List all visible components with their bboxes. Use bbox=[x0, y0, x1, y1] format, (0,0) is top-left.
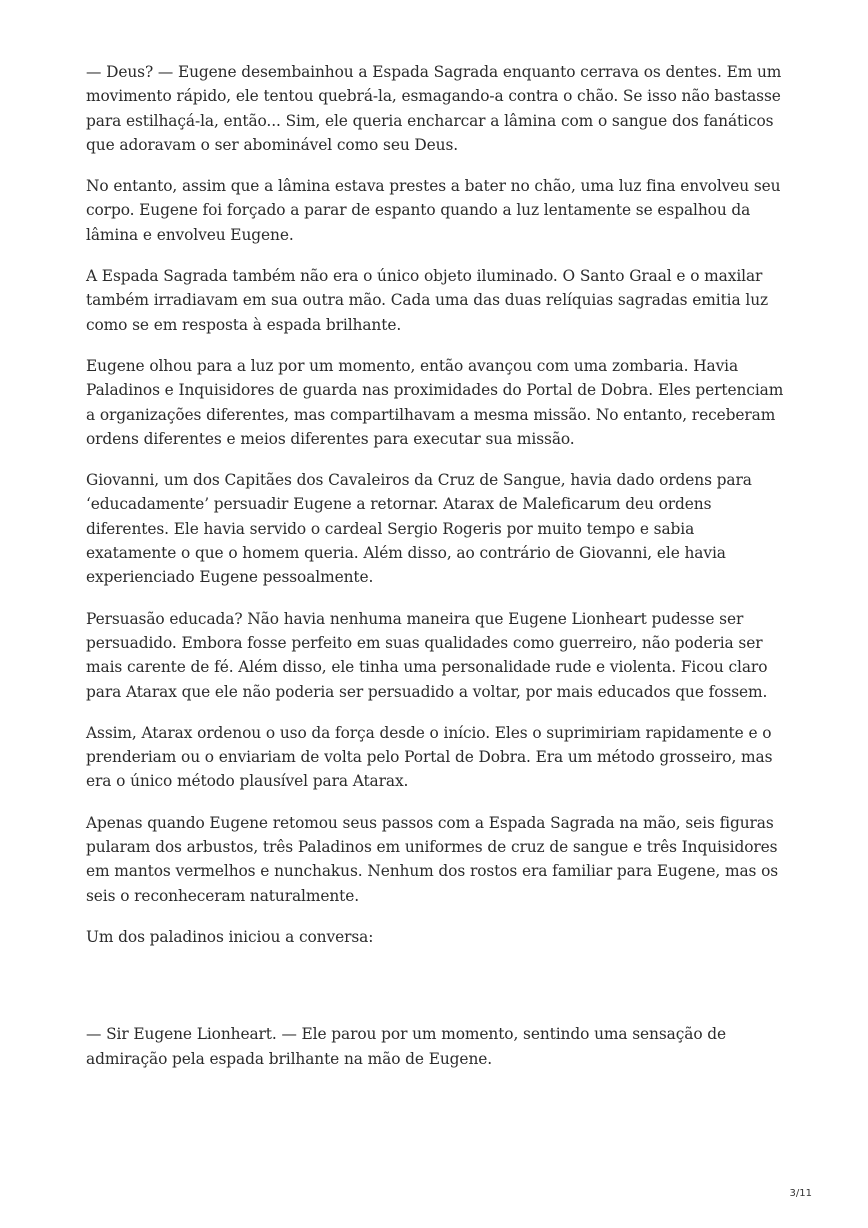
paragraph-6: Persuasão educada? Não havia nenhuma maneira que Eugene Lionheart pudesse ser persuadido. Embora fosse perfeito em suas qualidades como guerreiro, não poderia ser mais carente de fé. Além disso, ele tinha uma personalidade rude e violenta. Ficou claro para Atarax que ele não poderia ser persuadido a voltar, por mais educados que fossem. bbox=[86, 609, 768, 701]
paragraph-4: Eugene olhou para a luz por um momento, então avançou com uma zombaria. Havia Paladinos e Inquisidores de guarda nas proximidades do Portal de Dobra. Eles pertenciam a organizações diferentes, mas compartilhavam a mesma missão. No entanto, receberam ordens diferentes e meios diferentes para executar sua missão. bbox=[86, 356, 784, 448]
paragraph-3: A Espada Sagrada também não era o único objeto iluminado. O Santo Graal e o maxilar também irradiavam em sua outra mão. Cada uma das duas relíquias sagradas emitia luz como se em resposta à espada brilhante. bbox=[86, 267, 769, 334]
dialogue-paragraph: — Sir Eugene Lionheart. — Ele parou por um momento, sentindo uma sensação de admiração pela espada brilhante na mão de Eugene. bbox=[86, 1025, 727, 1068]
paragraph-7: Assim, Atarax ordenou o uso da força desde o início. Eles o suprimiriam rapidamente e o prenderiam ou o enviariam de volta pelo Portal de Dobra. Era um método grosseiro, mas era o único método plausível para Atarax. bbox=[86, 723, 773, 791]
document-body bbox=[86, 60, 786, 1071]
paragraph-8: Apenas quando Eugene retomou seus passos com a Espada Sagrada na mão, seis figuras pularam dos arbustos, três Paladinos em uniformes de cruz de sangue e três Inquisidores em mantos vermelhos e nunchakus. Nenhum dos rostos era familiar para Eugene, mas os seis o reconheceram naturalmente. bbox=[86, 813, 779, 905]
page-number: 3/11 bbox=[789, 1188, 812, 1199]
paragraph-2: No entanto, assim que a lâmina estava prestes a bater no chão, uma luz fina envolveu seu corpo. Eugene foi forçado a parar de espanto quando a luz lentamente se espalhou da lâmina e envolveu Eugene. bbox=[86, 177, 781, 244]
paragraph-9: Um dos paladinos iniciou a conversa: bbox=[86, 927, 374, 946]
paragraph-1: — Deus? — Eugene desembainhou a Espada Sagrada enquanto cerrava os dentes. Em um movimento rápido, ele tentou quebrá-la, esmagando-a contra o chão. Se isso não bastasse para estilhaçá-la, então... Sim, ele queria encharcar a lâmina com o sangue dos fanáticos que adoravam o ser abominável como seu Deus. bbox=[86, 63, 782, 154]
paragraph-5: Giovanni, um dos Capitães dos Cavaleiros da Cruz de Sangue, havia dado ordens para ‘educadamente’ persuadir Eugene a retornar. Atarax de Maleficarum deu ordens diferentes. Ele havia servido o cardeal Sergio Rogeris por muito tempo e sabia exatamente o que o homem queria. Além disso, ao contrário de Giovanni, ele havia experienciado Eugene pessoalmente. bbox=[86, 471, 752, 587]
blank-space bbox=[86, 966, 786, 1022]
